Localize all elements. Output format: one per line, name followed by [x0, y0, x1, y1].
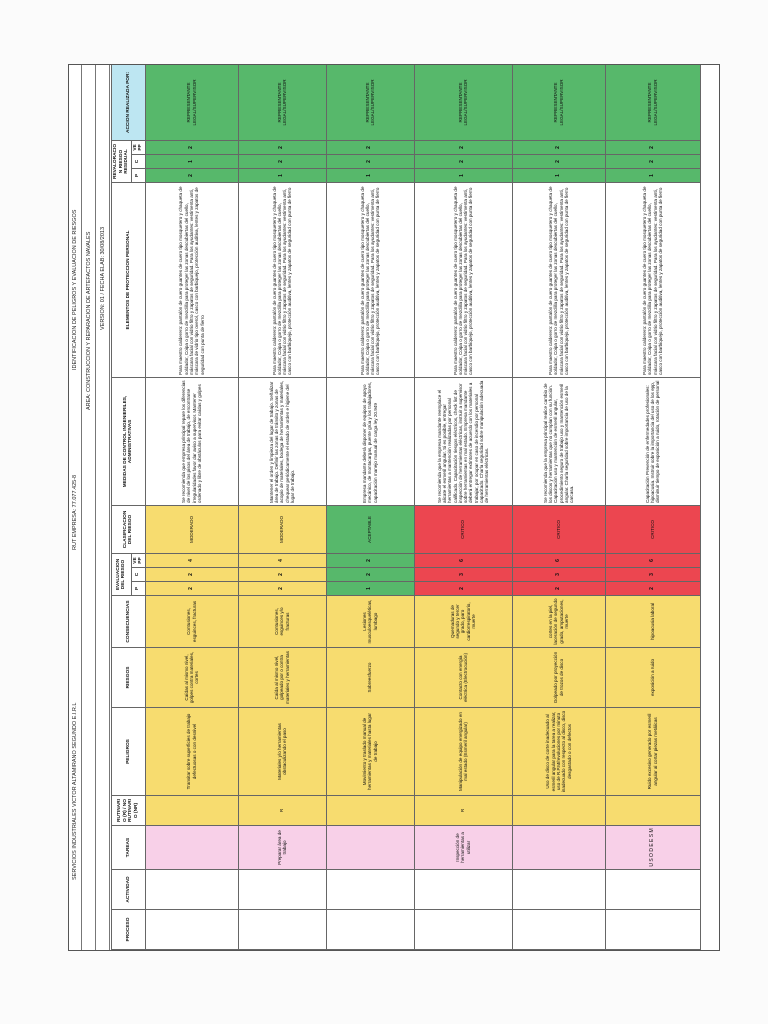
riesgo-cell: Sobreesfuerzo — [326, 648, 414, 708]
accion-cell: REPRESENTANTE LEGAL/SUPERVISOR — [605, 64, 700, 140]
eval-p-cell: 2 — [145, 582, 238, 596]
actividad-cell — [605, 870, 700, 910]
company-name: SERVICIOS INDUSTRIALES VICTOR ALTAMIRANO SEGUNDO E.I.R.L — [72, 702, 78, 880]
eval-v-cell: 2 — [326, 553, 414, 567]
reval-c-cell: 2 — [605, 154, 700, 168]
rutinario-cell — [605, 796, 700, 826]
col-riesgos: RIESGOS — [112, 648, 146, 708]
riesgo-cell: Contacto con energía eléctrica (Electrocución) — [414, 648, 512, 708]
riesgo-cell: exposición a ruido — [605, 648, 700, 708]
riesgo-cell: Golpeado por proyección de trozos de disco — [512, 648, 605, 708]
col-consecuencias: CONSECUENCIAS — [112, 596, 146, 648]
tarea-cell: Preparar área de trabajo — [238, 826, 326, 870]
eval-v-cell: 6 — [414, 553, 512, 567]
col-evaluacion: EVALUACION DEL RIESGO — [112, 553, 132, 595]
reval-p-cell: 1 — [414, 168, 512, 182]
risk-matrix-table — [111, 64, 701, 950]
accion-cell: REPRESENTANTE LEGAL/SUPERVISOR — [238, 64, 326, 140]
eval-c-cell: 3 — [605, 568, 700, 582]
table-row — [414, 64, 512, 949]
rutinario-cell — [145, 796, 238, 826]
accion-cell: REPRESENTANTE LEGAL/SUPERVISOR — [414, 64, 512, 140]
reval-p-cell: 1 — [605, 168, 700, 182]
proceso-cell — [238, 910, 326, 950]
header-line-area — [83, 65, 96, 950]
rutinario-cell — [512, 796, 605, 826]
reval-p-cell: 1 — [238, 168, 326, 182]
medida-cell: Se recomienda que la empresa mandante reemplace el alicate el esmeril angular. Si es posible, entregar herramientas a mantención realizadas por personal calificado. Capacitación riesgos eléctricos, check list de inspección de herramientas eléctricas, instruir a supervisor sobre herramientas en mal estado. Empresa mandante deberá entregar extintores de acuerdo con los materiales a trabajar, por ocupar en caso de incendio por personal capacitado. Charla seguridad sobre manipulación adecuada de herramientas eléctricas. — [414, 377, 512, 505]
tarea-cell — [145, 826, 238, 870]
reval-c-cell: 2 — [326, 154, 414, 168]
table-row — [238, 64, 326, 949]
peligro-cell: Movimiento y traslado manual de herramientas y materiales hasta lugar de trabajo — [326, 708, 414, 796]
eval-p-cell: 2 — [414, 582, 512, 596]
consecuencia-cell: hipoacusia laboral — [605, 596, 700, 648]
document-sheet — [68, 64, 720, 951]
clasificacion-cell: CRITICO — [605, 505, 700, 553]
proceso-cell — [512, 910, 605, 950]
peligro-cell: Manipulación de equipo energizado en mal estado (Esmeril angular) — [414, 708, 512, 796]
riesgo-cell: Caídas al mismo nivel, golpes contra materiales, cortes — [145, 648, 238, 708]
epp-cell: Para maestro calderero: pantalón de cuero guantes de cuero tipo mosquetero y chaqueta de soldador, Coipa o gorro de mezclilla para proteger las zonas descubiertas del cuello, máscara facial con vidrio filtro y zapatos de seguridad. Para los ayudantes: vestimenta anti, casco con barbiquejo, protección auditiva, lentes y zapatos de seguridad con punta de fierro — [605, 182, 700, 377]
eval-c-cell: 2 — [326, 568, 414, 582]
rotated-matrix — [69, 65, 719, 950]
tarea-cell — [326, 826, 414, 870]
col-peligros: PELIGROS — [112, 708, 146, 796]
col-revaloracion: REVALORACION RIESGO RESIDUAL — [112, 140, 132, 182]
consecuencia-cell: cortes en la piel, laceración de segundo grado, amputaciones, muerte — [512, 596, 605, 648]
col-clasificacion: CLASIFICACION DEL RIESGO — [112, 505, 146, 553]
reval-v-cell: 2 — [512, 140, 605, 154]
col-eval-vepp: VEPP — [131, 553, 145, 567]
actividad-cell — [512, 870, 605, 910]
epp-cell: Para maestro calderero: pantalón de cuero guantes de cuero tipo mosquetero y chaqueta de soldador, Coipa o gorro de mezclilla para proteger las zonas descubiertas del cuello, máscara facial con vidrio filtro y zapatos de seguridad. Para los ayudantes: vestimenta anti, máscara de vidrio tipo overol, casco con barbiquejo, protección auditiva, lentes y zapatos de seguridad con punta de fierro — [145, 182, 238, 377]
eval-p-cell: 2 — [512, 582, 605, 596]
medida-cell: Mantener el orden y limpieza del lugar de trabajo. Señalizar área de trabajo. Definir las zonas de tránsito y zonas de acopio de materiales, bodega de herramientas y materiales, chequear periódicamente el estado de orden e higiene del lugar de trabajo. — [238, 377, 326, 505]
eval-v-cell: 6 — [512, 553, 605, 567]
actividad-cell — [238, 870, 326, 910]
consecuencia-cell: Contusiones, esguinces y/o fracturas — [238, 596, 326, 648]
tarea-cell — [512, 826, 605, 870]
table-row — [605, 64, 700, 949]
epp-cell: Para maestro calderero: pantalón de cuero guantes de cuero tipo mosquetero y chaqueta de soldador, Coipa o gorro de mezclilla para proteger las zonas descubiertas del cuello, máscara facial con vidrio filtro y zapatos de seguridad. Para los ayudantes: vestimenta anti, casco con barbiquejo, protección auditiva, lentes y zapatos de seguridad con punta de fierro — [238, 182, 326, 377]
reval-c-cell: 2 — [512, 154, 605, 168]
eval-p-cell: 1 — [326, 582, 414, 596]
col-reval-c: C — [131, 154, 145, 168]
eval-c-cell: 3 — [512, 568, 605, 582]
eval-p-cell: 2 — [605, 582, 700, 596]
area-label: AREA: CONSTRUCCION Y REPARACION DE ARTEFACTOS NAVALES — [86, 231, 92, 410]
table-row — [326, 64, 414, 949]
reval-v-cell: 2 — [145, 140, 238, 154]
rutinario-cell: R — [238, 796, 326, 826]
version-label: VERSION: 01 / FECHA ELAB: 30/08/2013 — [100, 226, 106, 330]
actividad-cell — [414, 870, 512, 910]
medida-cell: Capacitación Prevención de enfermedades profesionales: hipoacusia. Instruir sobre la importancia del uso de los epp, disminuir tiempo de exposición a ruido, rotación de personal — [605, 377, 700, 505]
reval-p-cell: 1 — [512, 168, 605, 182]
reval-p-cell: 1 — [326, 168, 414, 182]
consecuencia-cell: Lesiones musculoesqueléticas, lumbago — [326, 596, 414, 648]
col-epp: ELEMENTOS DE PROTECCION PERSONAL — [112, 182, 146, 377]
col-reval-p: P — [131, 168, 145, 182]
tarea-cell: U S O D E E S M — [605, 826, 700, 870]
col-rutinario: RUTINARIO (R) / NO RUTINARIO (NR) — [112, 796, 146, 826]
reval-v-cell: 2 — [414, 140, 512, 154]
epp-cell: Para maestro calderero: pantalón de cuero guantes de cuero tipo mosquetero y chaqueta de soldador, Coipa o gorro de mezclilla para proteger las zonas descubiertas del cuello, máscara facial con vidrio filtro y zapatos de seguridad. Para los ayudantes: vestimenta anti, casco con barbiquejo, protección auditiva, lentes y zapatos de seguridad con punta de fierro — [326, 182, 414, 377]
eval-c-cell: 2 — [238, 568, 326, 582]
eval-v-cell: 4 — [145, 553, 238, 567]
actividad-cell — [326, 870, 414, 910]
peligro-cell: Materiales y/o herramientas obstaculizando el paso — [238, 708, 326, 796]
header-row — [112, 64, 132, 949]
medida-cell: Empresa mandante deberá disponer de equipos de apoyo mecánico, de montacargas, puente grúa y los trabajadores, capacitación manejo manual de carga ley 20.949 — [326, 377, 414, 505]
reval-p-cell: 2 — [145, 168, 238, 182]
proceso-cell — [414, 910, 512, 950]
epp-cell: Para maestro calderero: pantalón de cuero guantes de cuero tipo mosquetero y chaqueta de soldador, Coipa o gorro de mezclilla para proteger las zonas descubiertas del cuello, máscara facial con vidrio filtro y zapatos de seguridad. Para los ayudantes: vestimenta anti, casco con barbiquejo, protección auditiva, lentes y zapatos de seguridad con punta de fierro — [414, 182, 512, 377]
reval-c-cell: 2 — [238, 154, 326, 168]
reval-v-cell: 2 — [326, 140, 414, 154]
eval-c-cell: 2 — [145, 568, 238, 582]
consecuencia-cell: Quemaduras de segundo y tercer grado, paro cardiorrespiratorio, muerte — [414, 596, 512, 648]
col-tareas: TAREAS — [112, 826, 146, 870]
peligro-cell: Transitar sobre superficies de trabajo defectuosas o con desnivel — [145, 708, 238, 796]
clasificacion-cell: MODERADO — [238, 505, 326, 553]
col-medidas: MEDIDAS DE CONTROL INGENIERILES, ADMINISTRATIVAS — [112, 377, 146, 505]
proceso-cell — [145, 910, 238, 950]
col-accion: ACCION REALIZADA POR: — [112, 64, 146, 140]
tarea-cell: Inspección de herramientas a utilizar — [414, 826, 512, 870]
reval-v-cell: 2 — [238, 140, 326, 154]
eval-p-cell: 2 — [238, 582, 326, 596]
proceso-cell — [605, 910, 700, 950]
col-eval-p: P — [131, 582, 145, 596]
reval-v-cell: 2 — [605, 140, 700, 154]
col-actividad: ACTIVIDAD — [112, 870, 146, 910]
document-title: IDENTIFICACION DE PELIGROS Y EVALUACION DE RIESGOS — [72, 209, 78, 370]
col-eval-c: C — [131, 568, 145, 582]
reval-c-cell: 1 — [145, 154, 238, 168]
eval-v-cell: 6 — [605, 553, 700, 567]
accion-cell: REPRESENTANTE LEGAL/SUPERVISOR — [326, 64, 414, 140]
accion-cell: REPRESENTANTE LEGAL/SUPERVISOR — [512, 64, 605, 140]
eval-v-cell: 4 — [238, 553, 326, 567]
col-reval-vepp: VEPP — [131, 140, 145, 154]
epp-cell: Para maestro calderero: pantalón de cuero guantes de cuero tipo mosquetero y chaqueta de soldador, Coipa o gorro de mezclilla para proteger las zonas descubiertas del cuello, máscara facial con vidrio filtro y zapatos de seguridad. Para los ayudantes: vestimenta anti, casco con barbiquejo, protección auditiva, lentes y zapatos de seguridad con punta de fierro — [512, 182, 605, 377]
clasificacion-cell: CRITICO — [512, 505, 605, 553]
clasificacion-cell: MODERADO — [145, 505, 238, 553]
accion-cell: REPRESENTANTE LEGAL/SUPERVISOR — [145, 64, 238, 140]
table-row — [512, 64, 605, 949]
header-line-version — [97, 65, 110, 950]
medida-cell: Se recomienda que empresa principal repare los diferencias de nivel de los pisos del área de trabajo, de encontrarse irregularidades favor dar aviso a supervisor. Mantener ordenado y libre de obstáculos para evitar caídas y golpes — [145, 377, 238, 505]
clasificacion-cell: CRITICO — [414, 505, 512, 553]
table-row — [145, 64, 238, 949]
company-rut: RUT EMPRESA: 77.077.425-8 — [72, 474, 78, 550]
consecuencia-cell: Contusiones, esguinces, fracturas — [145, 596, 238, 648]
proceso-cell — [326, 910, 414, 950]
rutinario-cell — [326, 796, 414, 826]
actividad-cell — [145, 870, 238, 910]
clasificacion-cell: ACEPTABLE — [326, 505, 414, 553]
rutinario-cell: R — [414, 796, 512, 826]
peligro-cell: Uso de disco de corte inadecuado al esmeril angular para la tarea a realizar, uso de R.P.M/revoluciones por minuto inadecuado con respecto al disco, disco desgastado o con defectos — [512, 708, 605, 796]
medida-cell: Se recomienda que la empresa principal realice cambio de los discos y herramientas que no cumplan con su función. Capacitación uso y mantención de esmeril angular, procedimiento seguro de trabajo uso y mantención esmeril angular. Charla seguridad sobre importancia de uso de la carcasa. — [512, 377, 605, 505]
peligro-cell: Ruido excesivo generado por esmeril angular al cortar piezas metálicas — [605, 708, 700, 796]
eval-c-cell: 3 — [414, 568, 512, 582]
header-line-top — [69, 65, 82, 950]
riesgo-cell: Caída al mismo nivel, golpeado por o contra materiales y herramientas — [238, 648, 326, 708]
reval-c-cell: 2 — [414, 154, 512, 168]
col-proceso: PROCESO — [112, 910, 146, 950]
